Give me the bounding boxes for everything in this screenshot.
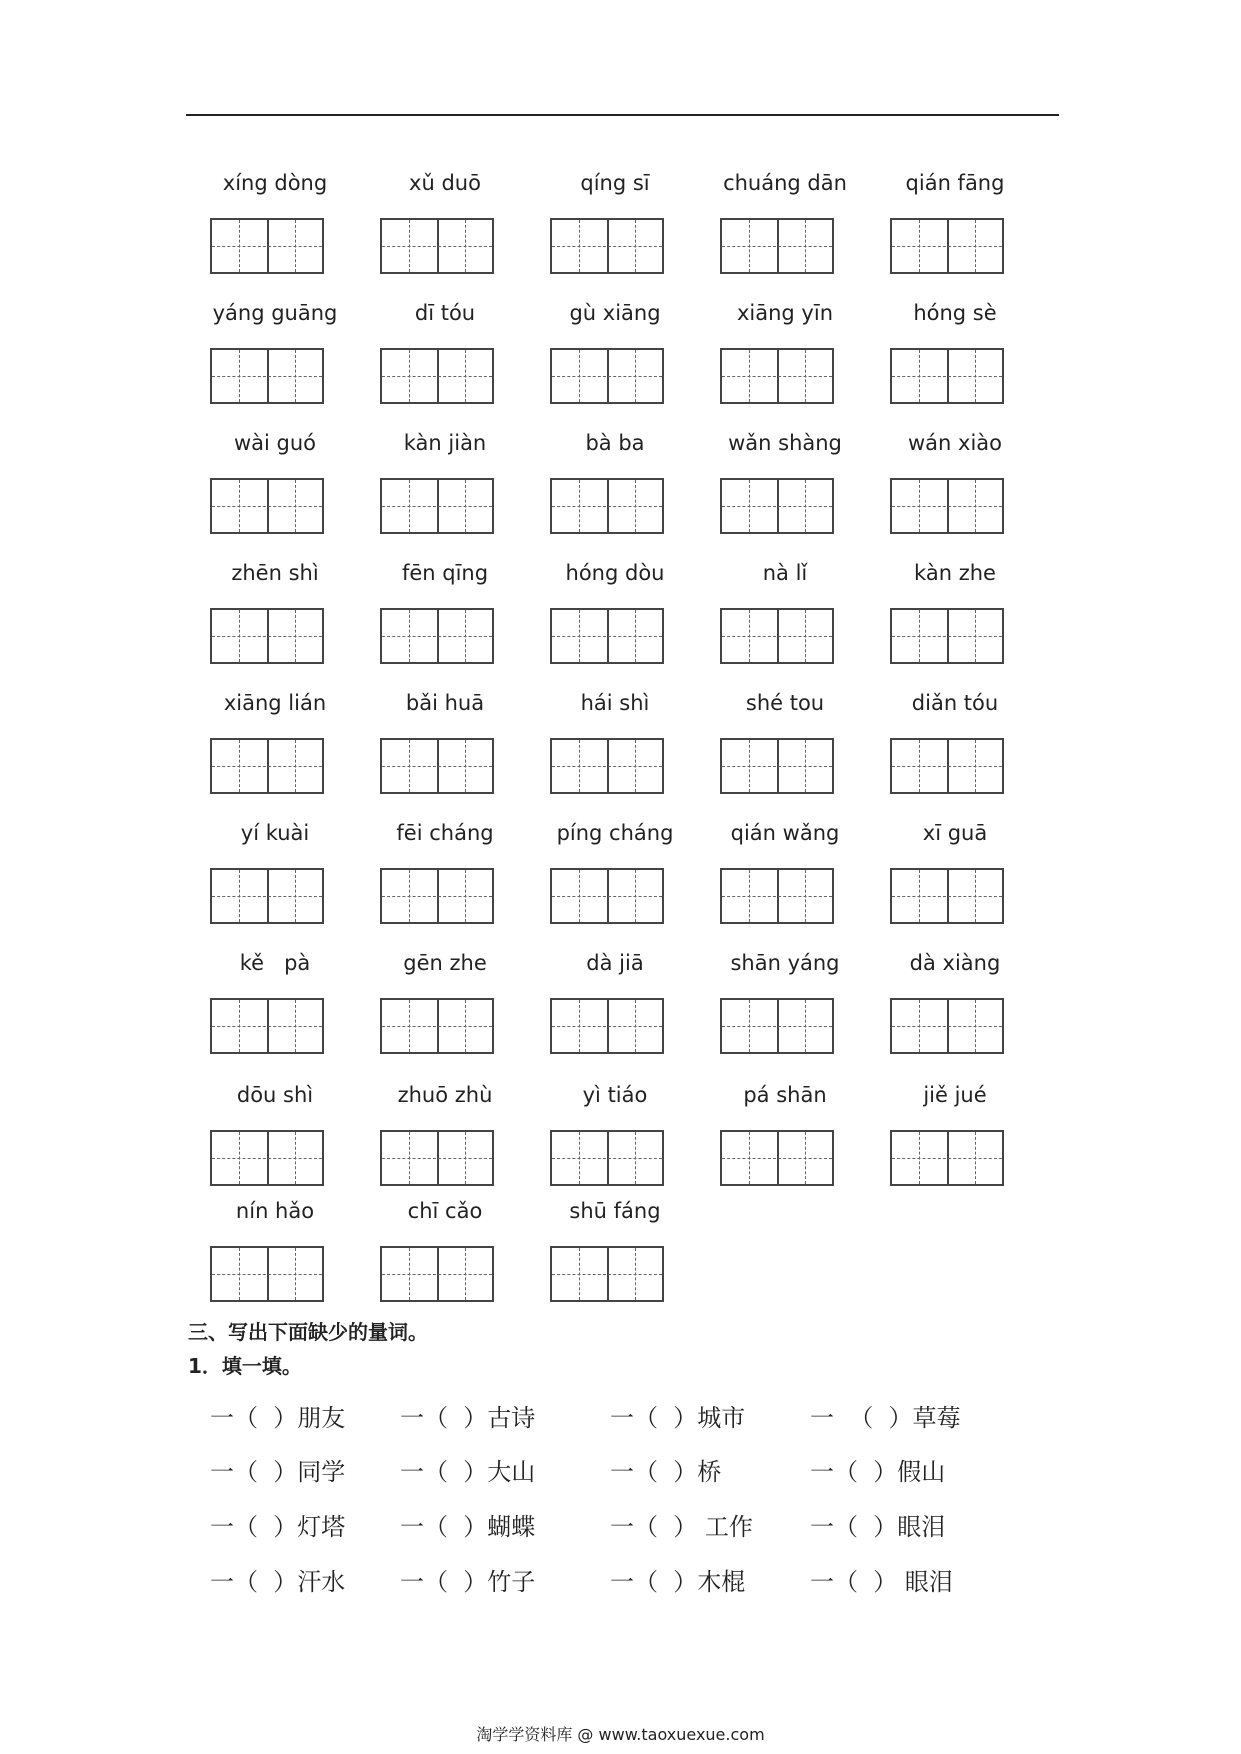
pinyin-word-cell (530, 430, 700, 550)
grid-guide-line (552, 766, 662, 767)
grid-guide-line (975, 1000, 976, 1052)
grid-guide-line (552, 896, 662, 897)
character-writing-box[interactable] (890, 1130, 1004, 1186)
grid-guide-line (239, 870, 240, 922)
grid-guide-line (382, 1274, 492, 1275)
character-writing-box[interactable] (890, 348, 1004, 404)
pinyin-label: gēn zhe (403, 951, 487, 975)
pinyin-word-cell (360, 300, 530, 420)
pinyin-label: gù xiāng (569, 301, 661, 325)
footer-watermark: 淘学学资料库 @ www.taoxuexue.com (476, 1725, 765, 1744)
grid-guide-line (239, 480, 240, 532)
grid-guide-line (465, 220, 466, 272)
character-writing-box[interactable] (550, 738, 664, 794)
grid-guide-line (552, 636, 662, 637)
grid-guide-line (239, 220, 240, 272)
measure-word-blank[interactable]: 一（ ）城市 (610, 1404, 746, 1432)
pinyin-word-cell (530, 950, 700, 1070)
grid-guide-line (295, 220, 296, 272)
character-writing-box[interactable] (720, 998, 834, 1054)
pinyin-label: nà lǐ (762, 561, 808, 585)
measure-word-blank[interactable]: 一（ ）朋友 (210, 1404, 346, 1432)
grid-guide-line (579, 1248, 580, 1300)
grid-guide-line (749, 1132, 750, 1184)
character-writing-box[interactable] (550, 1130, 664, 1186)
grid-guide-line (919, 610, 920, 662)
pinyin-label: jiě jué (923, 1083, 987, 1107)
grid-guide-line (892, 1026, 1002, 1027)
grid-guide-line (919, 480, 920, 532)
pinyin-word-cell (360, 690, 530, 810)
pinyin-word-cell (190, 430, 360, 550)
character-writing-box[interactable] (380, 1246, 494, 1302)
grid-guide-line (552, 376, 662, 377)
character-writing-box[interactable] (210, 608, 324, 664)
character-writing-box[interactable] (720, 608, 834, 664)
grid-guide-line (635, 870, 636, 922)
pinyin-label: zhuō zhù (397, 1083, 493, 1107)
character-writing-box[interactable] (380, 738, 494, 794)
pinyin-label: yáng guāng (212, 301, 338, 325)
pinyin-word-cell (360, 560, 530, 680)
pinyin-label: fēi cháng (396, 821, 494, 845)
pinyin-word-cell (530, 170, 700, 290)
character-writing-box[interactable] (890, 738, 1004, 794)
character-writing-box[interactable] (210, 348, 324, 404)
pinyin-label: nín hǎo (235, 1199, 315, 1223)
grid-guide-line (552, 1274, 662, 1275)
pinyin-label: qián fāng (905, 171, 1005, 195)
character-writing-box[interactable] (380, 218, 494, 274)
pinyin-label: dà xiàng (909, 951, 1001, 975)
pinyin-label: zhēn shì (231, 561, 319, 585)
grid-guide-line (465, 740, 466, 792)
pinyin-word-cell (360, 170, 530, 290)
character-writing-box[interactable] (210, 868, 324, 924)
grid-guide-line (465, 870, 466, 922)
grid-guide-line (409, 610, 410, 662)
grid-guide-line (382, 506, 492, 507)
grid-guide-line (975, 1132, 976, 1184)
pinyin-label: kě pà (239, 951, 311, 975)
measure-word-blank[interactable]: 一（ ）同学 (210, 1458, 346, 1486)
character-writing-box[interactable] (550, 348, 664, 404)
grid-guide-line (722, 376, 832, 377)
character-writing-box[interactable] (720, 218, 834, 274)
character-writing-box[interactable] (890, 998, 1004, 1054)
pinyin-label: shān yáng (730, 951, 840, 975)
grid-guide-line (919, 1000, 920, 1052)
character-writing-box[interactable] (550, 998, 664, 1054)
grid-guide-line (919, 740, 920, 792)
grid-guide-line (409, 1248, 410, 1300)
pinyin-label: xī guā (922, 821, 988, 845)
grid-guide-line (409, 870, 410, 922)
pinyin-word-cell (870, 300, 1040, 420)
pinyin-word-cell (190, 690, 360, 810)
character-writing-box[interactable] (720, 738, 834, 794)
grid-guide-line (975, 480, 976, 532)
grid-guide-line (239, 1000, 240, 1052)
grid-guide-line (892, 766, 1002, 767)
pinyin-label: wán xiào (907, 431, 1002, 455)
grid-guide-line (635, 350, 636, 402)
measure-word-blank[interactable]: 一 （ ）草莓 (810, 1404, 961, 1432)
grid-guide-line (212, 1158, 322, 1159)
character-writing-box[interactable] (380, 998, 494, 1054)
grid-guide-line (579, 1000, 580, 1052)
grid-guide-line (212, 1274, 322, 1275)
pinyin-word-cell (870, 820, 1040, 940)
grid-guide-line (579, 350, 580, 402)
grid-guide-line (919, 220, 920, 272)
character-writing-box[interactable] (550, 218, 664, 274)
measure-word-blank[interactable]: 一（ ）竹子 (400, 1568, 536, 1596)
grid-guide-line (635, 740, 636, 792)
pinyin-label: yí kuài (240, 821, 310, 845)
grid-guide-line (212, 376, 322, 377)
pinyin-word-cell (700, 820, 870, 940)
grid-guide-line (722, 766, 832, 767)
character-writing-box[interactable] (210, 1130, 324, 1186)
pinyin-label: qián wǎng (730, 821, 840, 845)
grid-guide-line (579, 870, 580, 922)
grid-guide-line (892, 506, 1002, 507)
character-writing-box[interactable] (890, 218, 1004, 274)
sub-title: 1．填一填。 (188, 1354, 302, 1378)
pinyin-label: kàn jiàn (403, 431, 487, 455)
grid-guide-line (722, 1026, 832, 1027)
character-writing-box[interactable] (210, 218, 324, 274)
pinyin-word-cell (700, 300, 870, 420)
pinyin-word-cell (190, 170, 360, 290)
pinyin-word-cell (870, 690, 1040, 810)
character-writing-box[interactable] (380, 1130, 494, 1186)
grid-guide-line (239, 740, 240, 792)
pinyin-label: pá shān (743, 1083, 827, 1107)
character-writing-box[interactable] (720, 1130, 834, 1186)
pinyin-word-cell (190, 950, 360, 1070)
grid-guide-line (919, 870, 920, 922)
measure-word-blank[interactable]: 一（ ）古诗 (400, 1404, 536, 1432)
pinyin-word-cell (870, 430, 1040, 550)
grid-guide-line (892, 1158, 1002, 1159)
grid-guide-line (722, 1158, 832, 1159)
grid-guide-line (805, 610, 806, 662)
character-writing-box[interactable] (380, 868, 494, 924)
grid-guide-line (892, 896, 1002, 897)
pinyin-word-cell (870, 560, 1040, 680)
grid-guide-line (465, 480, 466, 532)
pinyin-label: hái shì (580, 691, 650, 715)
section-title: 三、写出下面缺少的量词。 (188, 1320, 428, 1344)
grid-guide-line (722, 636, 832, 637)
pinyin-word-cell (190, 1082, 360, 1202)
grid-guide-line (465, 1248, 466, 1300)
measure-word-blank[interactable]: 一（ ） 眼泪 (810, 1568, 953, 1596)
measure-word-blank[interactable]: 一（ ）大山 (400, 1458, 536, 1486)
pinyin-word-cell (360, 430, 530, 550)
grid-guide-line (382, 896, 492, 897)
pinyin-label: xǔ duō (409, 171, 481, 195)
character-writing-box[interactable] (550, 608, 664, 664)
grid-guide-line (295, 1132, 296, 1184)
grid-guide-line (749, 1000, 750, 1052)
character-writing-box[interactable] (720, 868, 834, 924)
character-writing-box[interactable] (550, 478, 664, 534)
pinyin-word-cell (700, 690, 870, 810)
character-writing-box[interactable] (550, 868, 664, 924)
pinyin-label: shū fáng (569, 1199, 661, 1223)
pinyin-word-cell (360, 820, 530, 940)
pinyin-label: bǎi huā (405, 691, 485, 715)
pinyin-label: diǎn tóu (911, 691, 999, 715)
character-writing-box[interactable] (380, 478, 494, 534)
pinyin-word-cell (870, 170, 1040, 290)
pinyin-label: xíng dòng (222, 171, 328, 195)
grid-guide-line (919, 1132, 920, 1184)
grid-guide-line (212, 506, 322, 507)
pinyin-word-cell (530, 1198, 700, 1318)
pinyin-word-cell (360, 950, 530, 1070)
pinyin-label: wǎn shàng (728, 431, 842, 455)
pinyin-word-cell (360, 1082, 530, 1202)
pinyin-label: xiāng lián (223, 691, 327, 715)
grid-guide-line (635, 1000, 636, 1052)
grid-guide-line (579, 740, 580, 792)
grid-guide-line (805, 220, 806, 272)
grid-guide-line (805, 870, 806, 922)
pinyin-label: hóng dòu (565, 561, 665, 585)
grid-guide-line (409, 1000, 410, 1052)
grid-guide-line (805, 1000, 806, 1052)
pinyin-label: yì tiáo (582, 1083, 648, 1107)
pinyin-word-cell (190, 300, 360, 420)
grid-guide-line (635, 1132, 636, 1184)
pinyin-label: hóng sè (913, 301, 997, 325)
grid-guide-line (465, 610, 466, 662)
grid-guide-line (975, 740, 976, 792)
grid-guide-line (409, 220, 410, 272)
character-writing-box[interactable] (890, 608, 1004, 664)
grid-guide-line (239, 610, 240, 662)
measure-word-blank[interactable]: 一（ ）灯塔 (210, 1513, 346, 1541)
pinyin-label: qíng sī (580, 171, 650, 195)
grid-guide-line (212, 1026, 322, 1027)
grid-guide-line (465, 350, 466, 402)
pinyin-word-cell (870, 950, 1040, 1070)
character-writing-box[interactable] (210, 738, 324, 794)
pinyin-label: shé tou (745, 691, 825, 715)
grid-guide-line (892, 636, 1002, 637)
grid-guide-line (409, 1132, 410, 1184)
measure-word-row (210, 1507, 1210, 1543)
character-writing-box[interactable] (380, 348, 494, 404)
pinyin-label: fēn qīng (401, 561, 489, 585)
grid-guide-line (382, 766, 492, 767)
pinyin-word-cell (190, 820, 360, 940)
grid-guide-line (805, 480, 806, 532)
pinyin-label: dà jiā (586, 951, 644, 975)
character-writing-box[interactable] (550, 1246, 664, 1302)
pinyin-word-cell (360, 1198, 530, 1318)
grid-guide-line (749, 350, 750, 402)
character-writing-box[interactable] (890, 868, 1004, 924)
character-writing-box[interactable] (890, 478, 1004, 534)
grid-guide-line (749, 220, 750, 272)
grid-guide-line (579, 610, 580, 662)
pinyin-label: wài guó (233, 431, 317, 455)
grid-guide-line (239, 1248, 240, 1300)
grid-guide-line (975, 350, 976, 402)
grid-guide-line (295, 480, 296, 532)
grid-guide-line (212, 246, 322, 247)
grid-guide-line (295, 350, 296, 402)
grid-guide-line (552, 1158, 662, 1159)
grid-guide-line (635, 610, 636, 662)
pinyin-label: dōu shì (236, 1083, 314, 1107)
grid-guide-line (409, 350, 410, 402)
pinyin-word-cell (190, 560, 360, 680)
pinyin-label: píng cháng (556, 821, 674, 845)
pinyin-word-cell (700, 950, 870, 1070)
pinyin-label: chī cǎo (407, 1199, 483, 1223)
character-writing-box[interactable] (720, 478, 834, 534)
character-writing-box[interactable] (720, 348, 834, 404)
grid-guide-line (212, 636, 322, 637)
grid-guide-line (749, 480, 750, 532)
grid-guide-line (635, 220, 636, 272)
grid-guide-line (635, 480, 636, 532)
grid-guide-line (382, 1026, 492, 1027)
grid-guide-line (382, 636, 492, 637)
pinyin-word-cell (700, 1082, 870, 1202)
pinyin-word-cell (190, 1198, 360, 1318)
measure-word-blank[interactable]: 一（ ）汗水 (210, 1568, 346, 1596)
grid-guide-line (975, 610, 976, 662)
grid-guide-line (239, 1132, 240, 1184)
grid-guide-line (805, 1132, 806, 1184)
grid-guide-line (722, 506, 832, 507)
grid-guide-line (465, 1000, 466, 1052)
grid-guide-line (552, 506, 662, 507)
measure-word-blank[interactable]: 一（ ）桥 (610, 1458, 722, 1486)
grid-guide-line (409, 480, 410, 532)
pinyin-word-cell (530, 820, 700, 940)
pinyin-word-cell (870, 1082, 1040, 1202)
pinyin-word-cell (700, 170, 870, 290)
grid-guide-line (722, 246, 832, 247)
character-writing-box[interactable] (380, 608, 494, 664)
measure-word-row (210, 1562, 1210, 1598)
character-writing-box[interactable] (210, 998, 324, 1054)
grid-guide-line (635, 1248, 636, 1300)
measure-word-blank[interactable]: 一（ ）木棍 (610, 1568, 746, 1596)
grid-guide-line (552, 246, 662, 247)
grid-guide-line (212, 896, 322, 897)
measure-word-blank[interactable]: 一（ ）蝴蝶 (400, 1513, 536, 1541)
measure-word-row (210, 1398, 1210, 1434)
grid-guide-line (212, 766, 322, 767)
grid-guide-line (239, 350, 240, 402)
grid-guide-line (295, 1000, 296, 1052)
grid-guide-line (295, 610, 296, 662)
grid-guide-line (579, 480, 580, 532)
grid-guide-line (579, 220, 580, 272)
grid-guide-line (382, 246, 492, 247)
measure-word-row (210, 1452, 1210, 1488)
grid-guide-line (382, 1158, 492, 1159)
grid-guide-line (749, 740, 750, 792)
character-writing-box[interactable] (210, 478, 324, 534)
grid-guide-line (892, 376, 1002, 377)
grid-guide-line (579, 1132, 580, 1184)
character-writing-box[interactable] (210, 1246, 324, 1302)
pinyin-label: chuáng dān (723, 171, 847, 195)
grid-guide-line (295, 870, 296, 922)
measure-word-blank[interactable]: 一（ ） 工作 (610, 1513, 753, 1541)
grid-guide-line (295, 740, 296, 792)
pinyin-label: kàn zhe (914, 561, 996, 585)
pinyin-word-cell (530, 560, 700, 680)
grid-guide-line (552, 1026, 662, 1027)
pinyin-word-cell (700, 430, 870, 550)
grid-guide-line (749, 610, 750, 662)
grid-guide-line (805, 350, 806, 402)
pinyin-label: dī tóu (414, 301, 476, 325)
pinyin-word-cell (530, 1082, 700, 1202)
measure-word-blank[interactable]: 一（ ）假山 (810, 1458, 946, 1486)
pinyin-word-cell (530, 300, 700, 420)
grid-guide-line (295, 1248, 296, 1300)
measure-word-blank[interactable]: 一（ ）眼泪 (810, 1513, 946, 1541)
grid-guide-line (919, 350, 920, 402)
grid-guide-line (465, 1132, 466, 1184)
grid-guide-line (749, 870, 750, 922)
grid-guide-line (409, 740, 410, 792)
grid-guide-line (382, 376, 492, 377)
grid-guide-line (805, 740, 806, 792)
grid-guide-line (722, 896, 832, 897)
pinyin-label: bà ba (585, 431, 645, 455)
pinyin-word-cell (700, 560, 870, 680)
grid-guide-line (892, 246, 1002, 247)
pinyin-word-cell (530, 690, 700, 810)
grid-guide-line (975, 220, 976, 272)
pinyin-label: xiāng yīn (736, 301, 834, 325)
grid-guide-line (975, 870, 976, 922)
